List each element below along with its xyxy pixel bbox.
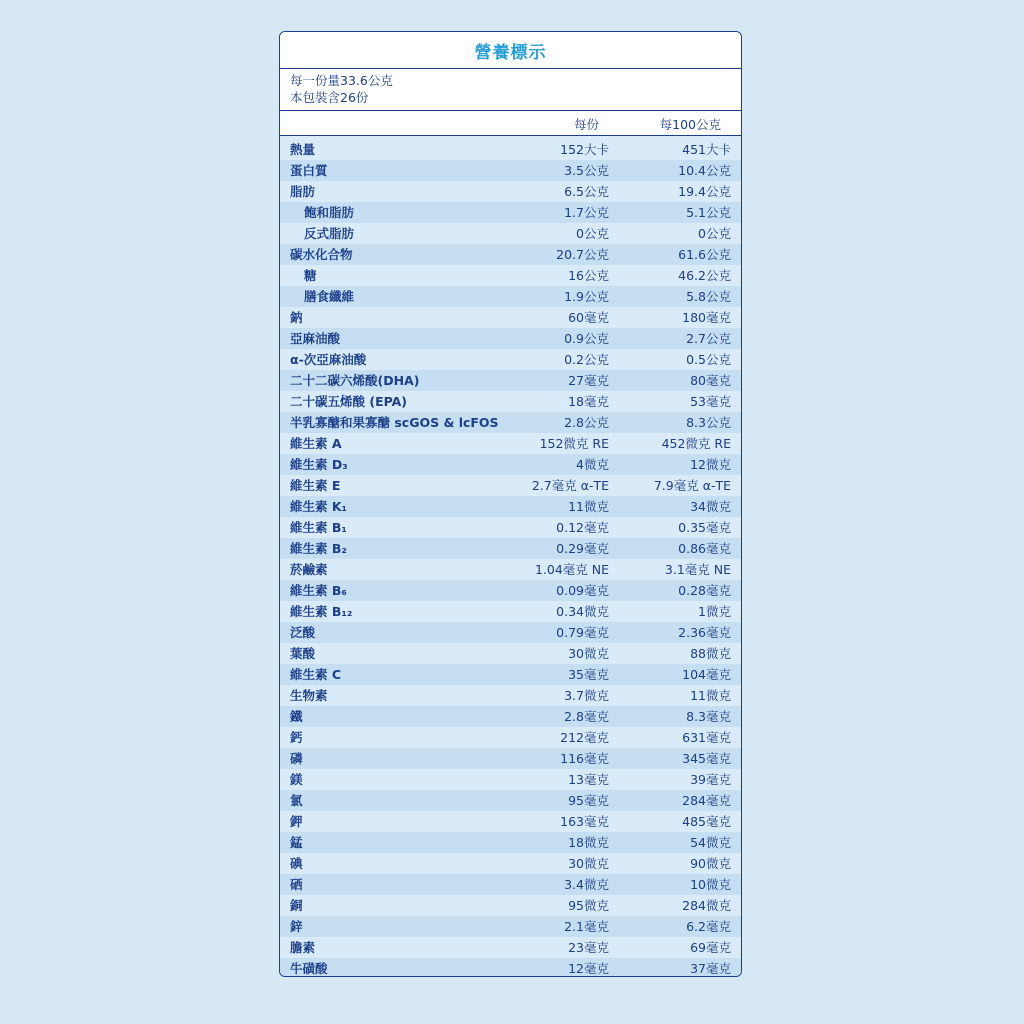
nutrient-per-serving: 6.5公克 [564, 184, 609, 199]
nutrient-name: 菸鹼素 [290, 562, 328, 577]
nutrient-row [280, 223, 741, 244]
nutrient-per-100g: 5.1公克 [686, 205, 731, 220]
nutrient-per-serving: 35毫克 [568, 667, 609, 682]
nutrient-row [280, 643, 741, 664]
nutrient-per-serving: 23毫克 [568, 940, 609, 955]
nutrient-per-100g: 7.9毫克 α-TE [653, 478, 731, 493]
nutrient-row [280, 832, 741, 853]
serving-info [280, 69, 741, 136]
nutrient-per-100g: 6.2毫克 [686, 919, 731, 934]
nutrient-row [280, 937, 741, 958]
nutrient-per-100g: 12微克 [690, 457, 731, 472]
nutrient-row [280, 265, 741, 286]
nutrient-per-100g: 69毫克 [690, 940, 731, 955]
nutrient-per-serving: 0.12毫克 [556, 520, 609, 535]
nutrient-per-serving: 163毫克 [560, 814, 609, 829]
nutrient-row [280, 664, 741, 685]
nutrient-row [280, 307, 741, 328]
nutrient-per-100g: 180毫克 [682, 310, 731, 325]
nutrient-row [280, 412, 741, 433]
nutrient-per-100g: 284毫克 [682, 793, 731, 808]
nutrient-name: 碘 [290, 856, 303, 871]
column-per-serving: 每份 [573, 117, 599, 132]
nutrient-per-serving: 1.7公克 [564, 205, 609, 220]
nutrient-per-100g: 8.3公克 [686, 415, 731, 430]
nutrient-row [280, 958, 741, 977]
nutrient-row [280, 622, 741, 643]
nutrient-row [280, 559, 741, 580]
nutrient-per-serving: 116毫克 [560, 751, 609, 766]
nutrient-row [280, 517, 741, 538]
nutrient-name: 葉酸 [290, 646, 316, 661]
nutrient-row [280, 706, 741, 727]
nutrient-row [280, 790, 741, 811]
nutrient-per-100g: 46.2公克 [678, 268, 731, 283]
nutrient-name: 維生素 B₁₂ [290, 604, 353, 619]
nutrient-name: 鎂 [290, 772, 303, 787]
nutrient-per-100g: 3.1毫克 NE [664, 562, 731, 577]
nutrient-row [280, 853, 741, 874]
nutrient-row [280, 349, 741, 370]
nutrient-per-serving: 20.7公克 [556, 247, 609, 262]
nutrient-per-serving: 2.8毫克 [564, 709, 609, 724]
nutrient-name: 亞麻油酸 [290, 331, 341, 346]
nutrient-row [280, 475, 741, 496]
nutrient-per-100g: 284微克 [682, 898, 731, 913]
nutrient-name: 糖 [304, 268, 317, 283]
nutrient-per-serving: 2.7毫克 α-TE [531, 478, 609, 493]
nutrient-per-serving: 2.8公克 [564, 415, 609, 430]
column-header [280, 110, 741, 136]
nutrition-label [279, 31, 742, 977]
nutrient-per-100g: 61.6公克 [678, 247, 731, 262]
nutrient-per-serving: 18微克 [568, 835, 609, 850]
nutrient-row [280, 391, 741, 412]
nutrient-per-100g: 34微克 [690, 499, 731, 514]
nutrient-per-serving: 60毫克 [568, 310, 609, 325]
nutrient-per-serving: 0.29毫克 [556, 541, 609, 556]
nutrient-per-100g: 90微克 [690, 856, 731, 871]
nutrient-per-100g: 37毫克 [690, 961, 731, 976]
nutrient-name: 二十碳五烯酸 (EPA) [290, 394, 408, 409]
nutrient-per-serving: 11微克 [568, 499, 609, 514]
nutrient-row [280, 181, 741, 202]
nutrient-name: 鋅 [290, 919, 303, 934]
nutrient-name: 牛磺酸 [290, 961, 328, 976]
nutrient-name: 二十二碳六烯酸(DHA) [290, 373, 420, 388]
nutrient-per-serving: 3.5公克 [564, 163, 609, 178]
nutrient-per-100g: 10微克 [690, 877, 731, 892]
nutrient-row [280, 895, 741, 916]
nutrient-name: 反式脂肪 [304, 226, 355, 241]
nutrient-name: 脂肪 [290, 184, 316, 199]
nutrient-per-100g: 80毫克 [690, 373, 731, 388]
nutrient-name: 膽素 [290, 940, 316, 955]
nutrient-per-serving: 0公克 [576, 226, 609, 241]
nutrient-name: 泛酸 [290, 625, 316, 640]
nutrient-per-100g: 54微克 [690, 835, 731, 850]
nutrient-row [280, 580, 741, 601]
nutrient-row [280, 139, 741, 160]
nutrient-name: 飽和脂肪 [304, 205, 355, 220]
nutrient-row [280, 370, 741, 391]
column-per-100g: 每100公克 [659, 117, 721, 132]
nutrient-per-serving: 1.04毫克 NE [534, 562, 609, 577]
nutrient-name: 磷 [290, 751, 303, 766]
nutrient-row [280, 685, 741, 706]
nutrient-row [280, 538, 741, 559]
nutrient-per-serving: 12毫克 [568, 961, 609, 976]
nutrient-per-100g: 10.4公克 [678, 163, 731, 178]
serving-size: 每一份量33.6公克 [290, 73, 393, 88]
nutrient-row [280, 433, 741, 454]
nutrient-name: 鐵 [290, 709, 303, 724]
nutrient-row [280, 916, 741, 937]
nutrient-name: 鈉 [290, 310, 303, 325]
nutrient-per-serving: 13毫克 [568, 772, 609, 787]
nutrient-name: 蛋白質 [290, 163, 328, 178]
nutrient-per-100g: 452微克 RE [661, 436, 731, 451]
nutrient-name: 銅 [290, 898, 303, 913]
nutrient-per-100g: 19.4公克 [678, 184, 731, 199]
nutrient-name: 錳 [290, 835, 303, 850]
nutrient-name: 維生素 B₁ [290, 520, 347, 535]
nutrient-name: 維生素 D₃ [290, 457, 348, 472]
nutrient-per-serving: 0.79毫克 [556, 625, 609, 640]
nutrient-per-serving: 30微克 [568, 856, 609, 871]
nutrient-row [280, 874, 741, 895]
nutrient-name: 維生素 B₂ [290, 541, 347, 556]
nutrient-name: 碳水化合物 [290, 247, 353, 262]
nutrient-per-100g: 345毫克 [682, 751, 731, 766]
nutrient-per-100g: 5.8公克 [686, 289, 731, 304]
nutrient-row [280, 601, 741, 622]
nutrient-table [280, 139, 741, 977]
nutrient-row [280, 769, 741, 790]
nutrient-per-100g: 8.3毫克 [686, 709, 731, 724]
nutrient-per-serving: 3.7微克 [564, 688, 609, 703]
nutrient-per-100g: 39毫克 [690, 772, 731, 787]
nutrient-per-100g: 631毫克 [682, 730, 731, 745]
nutrient-name: 鉀 [290, 814, 303, 829]
label-title: 營養標示 [474, 42, 547, 63]
nutrient-name: 氯 [290, 793, 303, 808]
servings-per-package: 本包裝含26份 [290, 90, 369, 105]
nutrient-name: 維生素 B₆ [290, 583, 347, 598]
nutrient-per-100g: 104毫克 [682, 667, 731, 682]
nutrient-per-serving: 0.34微克 [556, 604, 609, 619]
nutrient-per-serving: 95毫克 [568, 793, 609, 808]
nutrient-row [280, 811, 741, 832]
nutrient-row [280, 328, 741, 349]
nutrient-name: 維生素 C [290, 667, 342, 682]
nutrient-per-100g: 1微克 [698, 604, 731, 619]
nutrient-name: α-次亞麻油酸 [290, 352, 367, 367]
nutrient-per-serving: 212毫克 [560, 730, 609, 745]
nutrient-per-100g: 0.5公克 [686, 352, 731, 367]
nutrient-per-100g: 11微克 [690, 688, 731, 703]
nutrient-row [280, 496, 741, 517]
nutrient-name: 硒 [290, 877, 303, 892]
nutrient-row [280, 160, 741, 181]
nutrient-per-100g: 0.28毫克 [678, 583, 731, 598]
nutrient-row [280, 244, 741, 265]
nutrient-per-serving: 3.4微克 [564, 877, 609, 892]
nutrient-per-serving: 4微克 [576, 457, 609, 472]
nutrient-per-100g: 53毫克 [690, 394, 731, 409]
nutrient-per-serving: 152大卡 [560, 142, 609, 157]
nutrient-per-serving: 95微克 [568, 898, 609, 913]
nutrient-per-100g: 2.7公克 [686, 331, 731, 346]
nutrient-row [280, 454, 741, 475]
nutrient-per-100g: 0.35毫克 [678, 520, 731, 535]
nutrient-name: 生物素 [290, 688, 328, 703]
nutrient-per-100g: 485毫克 [682, 814, 731, 829]
nutrient-per-serving: 0.9公克 [564, 331, 609, 346]
title-bar [280, 32, 741, 69]
nutrient-name: 維生素 A [290, 436, 342, 451]
nutrient-per-serving: 2.1毫克 [564, 919, 609, 934]
nutrient-name: 熱量 [290, 142, 316, 157]
nutrient-per-serving: 0.09毫克 [556, 583, 609, 598]
nutrient-per-100g: 451大卡 [682, 142, 731, 157]
nutrient-per-serving: 18毫克 [568, 394, 609, 409]
nutrient-per-100g: 2.36毫克 [678, 625, 731, 640]
nutrient-name: 半乳寡醣和果寡醣 scGOS & lcFOS [290, 415, 499, 430]
nutrient-name: 膳食纖維 [304, 289, 355, 304]
nutrient-per-serving: 30微克 [568, 646, 609, 661]
nutrient-row [280, 202, 741, 223]
nutrient-row [280, 748, 741, 769]
nutrient-per-serving: 1.9公克 [564, 289, 609, 304]
nutrient-row [280, 286, 741, 307]
nutrient-name: 維生素 K₁ [290, 499, 348, 514]
nutrient-name: 鈣 [290, 730, 303, 745]
nutrient-per-100g: 0.86毫克 [678, 541, 731, 556]
nutrient-name: 維生素 E [290, 478, 341, 493]
nutrient-per-serving: 0.2公克 [564, 352, 609, 367]
nutrient-per-100g: 0公克 [698, 226, 731, 241]
nutrient-per-serving: 27毫克 [568, 373, 609, 388]
nutrient-per-serving: 16公克 [568, 268, 609, 283]
nutrient-row [280, 727, 741, 748]
nutrient-per-100g: 88微克 [690, 646, 731, 661]
nutrient-per-serving: 152微克 RE [539, 436, 609, 451]
